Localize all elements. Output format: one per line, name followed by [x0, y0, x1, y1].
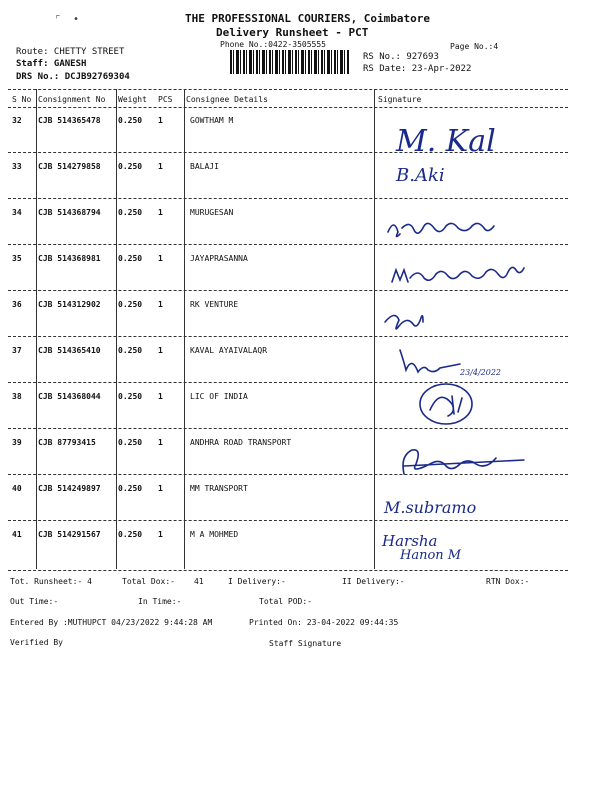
signature-row-32: M. Kal [396, 124, 496, 159]
row-consignment: CJB 514279858 [38, 162, 101, 171]
signature-row-40: M.subramo [384, 498, 477, 517]
row-weight: 0.250 [118, 300, 143, 309]
row-consignment: CJB 514312902 [38, 300, 101, 309]
row-consignment: CJB 514368044 [38, 392, 101, 401]
row-sno: 35 [12, 254, 22, 263]
total-runsheet: Tot. Runsheet:- 4 [10, 577, 92, 586]
total-dox-label: Total Dox:- [122, 577, 175, 586]
row-consignee: M A MOHMED [190, 530, 239, 539]
row-sno: 39 [12, 438, 22, 447]
row-pcs: 1 [158, 346, 163, 355]
row-pcs: 1 [158, 116, 163, 125]
row-sno: 37 [12, 346, 22, 355]
signature-row-34 [388, 223, 494, 236]
row-weight: 0.250 [118, 208, 143, 217]
row-consignment: CJB 514368981 [38, 254, 101, 263]
verified-by: Verified By [10, 638, 63, 647]
row-consignee: ANDHRA ROAD TRANSPORT [190, 438, 292, 447]
row-pcs: 1 [158, 208, 163, 217]
in-time: In Time:- [138, 597, 182, 606]
i-delivery: I Delivery:- [228, 577, 286, 586]
row-weight: 0.250 [118, 484, 143, 493]
drs-number: DRS No.: DCJB92769304 [16, 72, 130, 82]
row-pcs: 1 [158, 392, 163, 401]
row-weight: 0.250 [118, 162, 143, 171]
rtn-dox: RTN Dox:- [486, 577, 530, 586]
row-pcs: 1 [158, 438, 163, 447]
company-name: THE PROFESSIONAL COURIERS, Coimbatore [185, 12, 431, 25]
signature-row-37 [400, 350, 460, 372]
row-consignee: KAVAL AYAIVALAQR [190, 346, 268, 355]
row-consignee: RK VENTURE [190, 300, 239, 309]
printed-on: Printed On: 23-04-2022 09:44:35 [249, 618, 399, 627]
row-weight: 0.250 [118, 392, 143, 401]
row-pcs: 1 [158, 530, 163, 539]
col-header-weight: Weight [118, 95, 147, 104]
row-pcs: 1 [158, 254, 163, 263]
signature-row-36 [385, 315, 423, 328]
row-weight: 0.250 [118, 116, 143, 125]
row-consignee: GOWTHAM M [190, 116, 234, 125]
row-weight: 0.250 [118, 346, 143, 355]
row-consignment: CJB 514249897 [38, 484, 101, 493]
row-consignee: BALAJI [190, 162, 219, 171]
staff-name: Staff: GANESH [16, 59, 87, 69]
entered-by: Entered By :MUTHUPCT 04/23/2022 9:44:28 AM [10, 618, 213, 627]
logo-marks: ⌜ • [55, 14, 80, 25]
rs-number: RS No.: 927693 [363, 52, 439, 62]
total-pod: Total POD:- [259, 597, 312, 606]
row-pcs: 1 [158, 162, 163, 171]
col-header-consignment: Consignment No [38, 95, 106, 104]
signature-row-33: B.Aki [396, 165, 445, 186]
signature-row-37-date: 23/4/2022 [460, 368, 502, 377]
row-consignment: CJB 87793415 [38, 438, 96, 447]
staff-signature: Staff Signature [269, 639, 342, 648]
stamp-mark [430, 396, 462, 416]
row-pcs: 1 [158, 484, 163, 493]
row-consignee: LIC OF INDIA [190, 392, 248, 401]
ii-delivery: II Delivery:- [342, 577, 405, 586]
col-header-sno: S No [12, 95, 32, 104]
row-consignee: JAYAPRASANNA [190, 254, 248, 263]
row-sno: 38 [12, 392, 22, 401]
page-number: Page No.:4 [450, 42, 499, 51]
rs-date: RS Date: 23-Apr-2022 [363, 64, 472, 74]
signature-row-41-line2: Hanon M [400, 548, 462, 563]
row-sno: 36 [12, 300, 22, 309]
phone-number: Phone No.:0422-3505555 [220, 40, 326, 49]
col-header-pcs: PCS [158, 95, 173, 104]
row-consignment: CJB 514291567 [38, 530, 101, 539]
row-sno: 33 [12, 162, 22, 171]
row-weight: 0.250 [118, 438, 143, 447]
runsheet-title: Delivery Runsheet - PCT [216, 26, 369, 39]
row-sno: 34 [12, 208, 22, 217]
row-consignment: CJB 514365410 [38, 346, 101, 355]
row-sno: 32 [12, 116, 22, 125]
table-bottom-rule [8, 570, 568, 571]
signature-row-35 [392, 267, 524, 282]
col-header-consignee: Consignee Details [186, 95, 268, 104]
row-weight: 0.250 [118, 254, 143, 263]
row-consignee: MURUGESAN [190, 208, 234, 217]
row-sno: 40 [12, 484, 22, 493]
row-pcs: 1 [158, 300, 163, 309]
signature-row-41-line1: Harsha [382, 532, 438, 550]
total-dox-value: 41 [194, 577, 204, 586]
row-consignment: CJB 514365478 [38, 116, 101, 125]
col-header-signature: Signature [378, 95, 422, 104]
row-sno: 41 [12, 530, 22, 539]
stamp-circle [420, 384, 472, 424]
out-time: Out Time:- [10, 597, 59, 606]
row-weight: 0.250 [118, 530, 143, 539]
row-consignment: CJB 514368794 [38, 208, 101, 217]
signature-row-39 [403, 450, 524, 474]
route: Route: CHETTY STREET [16, 47, 125, 57]
row-consignee: MM TRANSPORT [190, 484, 248, 493]
